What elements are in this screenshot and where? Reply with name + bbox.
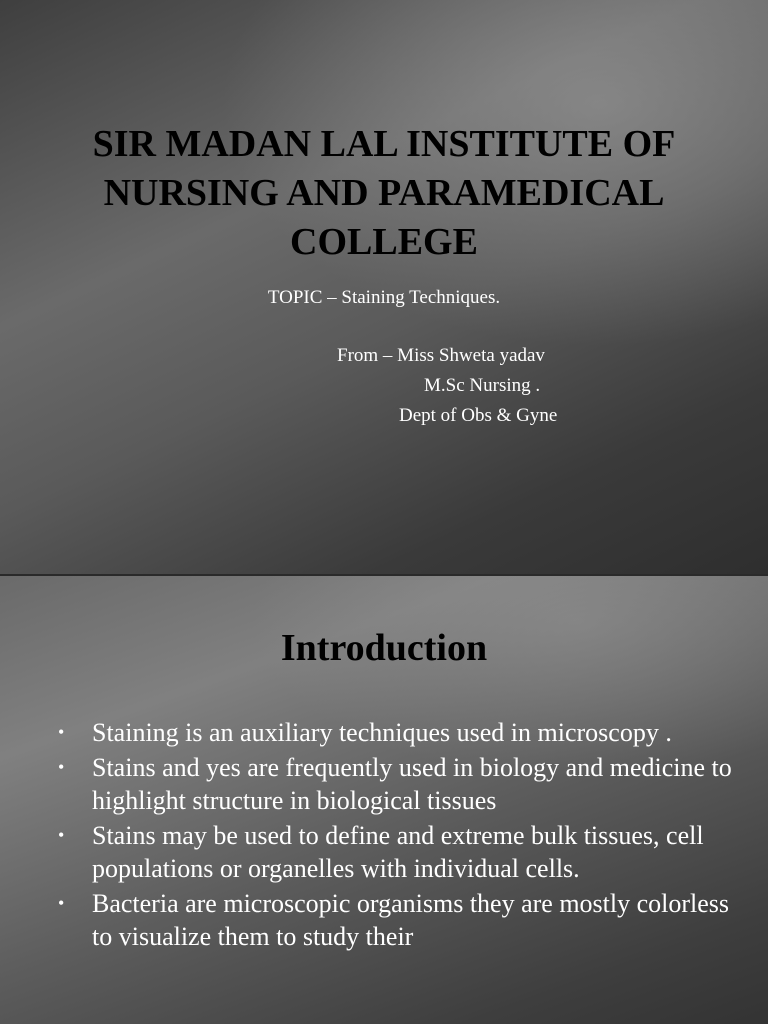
bullet-icon: •: [58, 893, 65, 913]
bullet-text: Bacteria are microscopic organisms they are mostly colorless to visualize them to study their: [92, 889, 730, 951]
author-degree: M.Sc Nursing .: [424, 375, 541, 396]
introduction-slide: [0, 576, 768, 1024]
topic-line: TOPIC – Staining Techniques.: [267, 287, 501, 308]
bullet-icon: •: [58, 825, 65, 845]
slide-title: SIR MADAN LAL INSTITUTE OF NURSING AND PARAMEDICAL COLLEGE: [92, 123, 676, 263]
bullet-item: [0, 751, 768, 817]
bullet-text: Stains and yes are frequently used in biology and medicine to highlight structure in biological tissues: [92, 753, 732, 815]
bullet-item: [0, 716, 768, 749]
bullet-item: [0, 819, 768, 885]
slide-heading: Introduction: [280, 627, 488, 669]
bullet-text: Stains may be used to define and extreme bulk tissues, cell populations or organelles with individual cells.: [92, 821, 704, 883]
bullet-item: [0, 887, 768, 953]
author-department: Dept of Obs & Gyne: [399, 405, 558, 426]
author-name: From – Miss Shweta yadav: [337, 345, 545, 366]
bullet-icon: •: [58, 722, 65, 742]
bullet-icon: •: [58, 757, 65, 777]
bullet-text: Staining is an auxiliary techniques used in microscopy .: [92, 718, 672, 747]
bullet-list: [0, 716, 768, 955]
